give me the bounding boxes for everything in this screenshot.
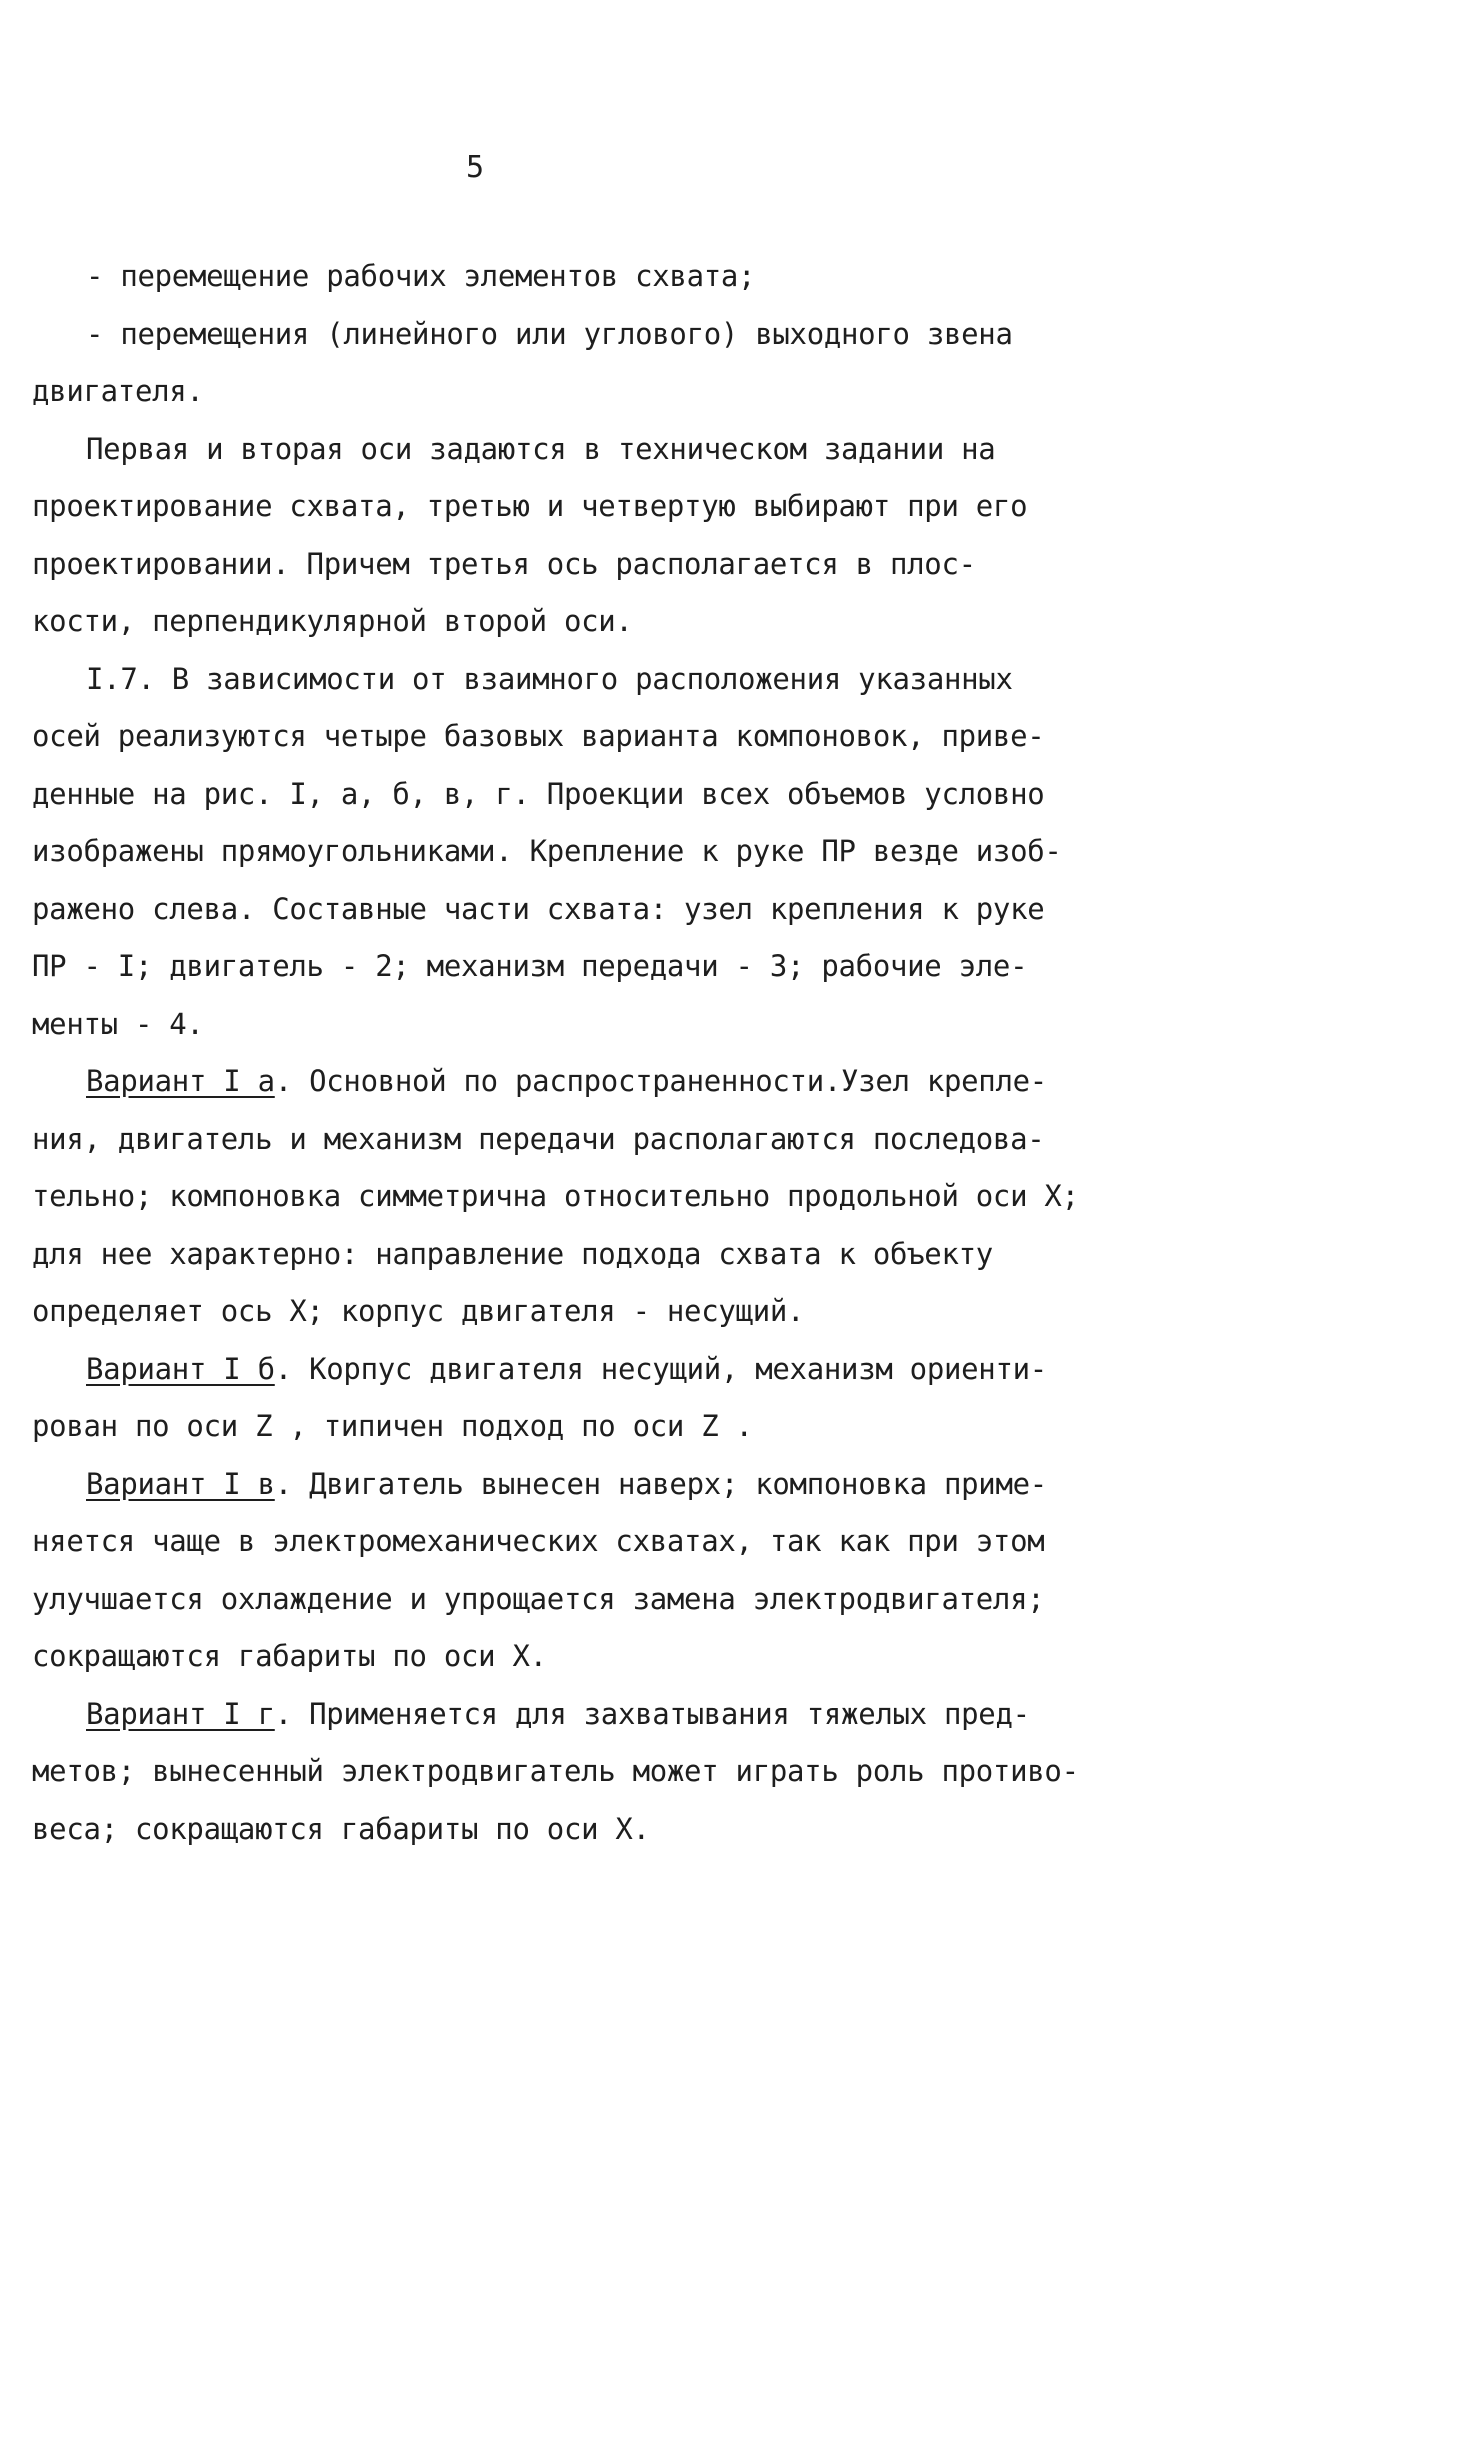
variant-b-text: . Корпус двигателя несущий, механизм ориенти-: [274, 1351, 1047, 1386]
text-line: сокращаются габариты по оси X.: [32, 1639, 547, 1673]
text-line: проектировании. Причем третья ось располагается в плос-: [32, 546, 976, 581]
text-line: ПР - I; двигатель - 2; механизм передачи - 3; рабочие эле-: [32, 949, 1028, 983]
body-text: [32, 248, 1112, 1858]
text-line: метов; вынесенный электродвигатель может играть роль противо-: [32, 1754, 1079, 1788]
variant-g-line: [32, 1686, 1112, 1744]
text-line: тельно; компоновка симметрична относительно продольной оси X;: [32, 1179, 1079, 1213]
text-line: - перемещения (линейного или углового) выходного звена: [86, 316, 1013, 351]
variant-a-line: [32, 1053, 1112, 1111]
text-line: двигателя.: [32, 374, 204, 408]
variant-g-text: . Применяется для захватывания тяжелых пред-: [274, 1696, 1030, 1731]
variant-v-label: Вариант I в: [86, 1466, 275, 1501]
text-line: менты - 4.: [32, 1006, 204, 1041]
text-line: осей реализуются четыре базовых варианта компоновок, приве-: [32, 719, 1045, 753]
text-line: рован по оси Z , типичен подход по оси Z .: [32, 1409, 753, 1443]
text-line: веса; сокращаются габариты по оси X.: [32, 1811, 650, 1846]
text-line: ния, двигатель и механизм передачи располагаются последова-: [32, 1121, 1045, 1156]
variant-v-line: [32, 1456, 1112, 1514]
text-line: проектирование схвата, третью и четвертую выбирают при его: [32, 489, 1028, 523]
variant-a-label: Вариант I а: [86, 1064, 275, 1098]
text-line: денные на рис. I, а, б, в, г. Проекции всех объемов условно: [32, 776, 1045, 811]
text-line: изображены прямоугольниками. Крепление к руке ПР везде изоб-: [32, 834, 1062, 868]
text-line: I.7. В зависимости от взаимного расположения указанных: [86, 661, 1013, 696]
variant-b-line: [32, 1341, 1112, 1399]
variant-b-label: Вариант I б: [86, 1351, 275, 1386]
variant-g-label: Вариант I г: [86, 1696, 275, 1731]
text-line: ражено слева. Составные части схвата: узел крепления к руке: [32, 891, 1045, 926]
text-line: определяет ось X; корпус двигателя - несущий.: [32, 1294, 805, 1328]
page-number: 5: [465, 150, 485, 185]
text-line: - перемещение рабочих элементов схвата;: [86, 259, 756, 293]
text-line: кости, перпендикулярной второй оси.: [32, 604, 633, 638]
variant-v-text: . Двигатель вынесен наверх; компоновка приме-: [274, 1466, 1047, 1501]
text-line: для нее характерно: направление подхода схвата к объекту: [32, 1236, 993, 1271]
text-line: Первая и вторая оси задаются в техническом задании на: [86, 431, 996, 466]
variant-a-text: . Основной по распространенности.Узел крепле-: [274, 1064, 1047, 1098]
text-line: няется чаще в электромеханических схватах, так как при этом: [32, 1524, 1045, 1558]
text-line: улучшается охлаждение и упрощается замена электродвигателя;: [32, 1581, 1045, 1616]
